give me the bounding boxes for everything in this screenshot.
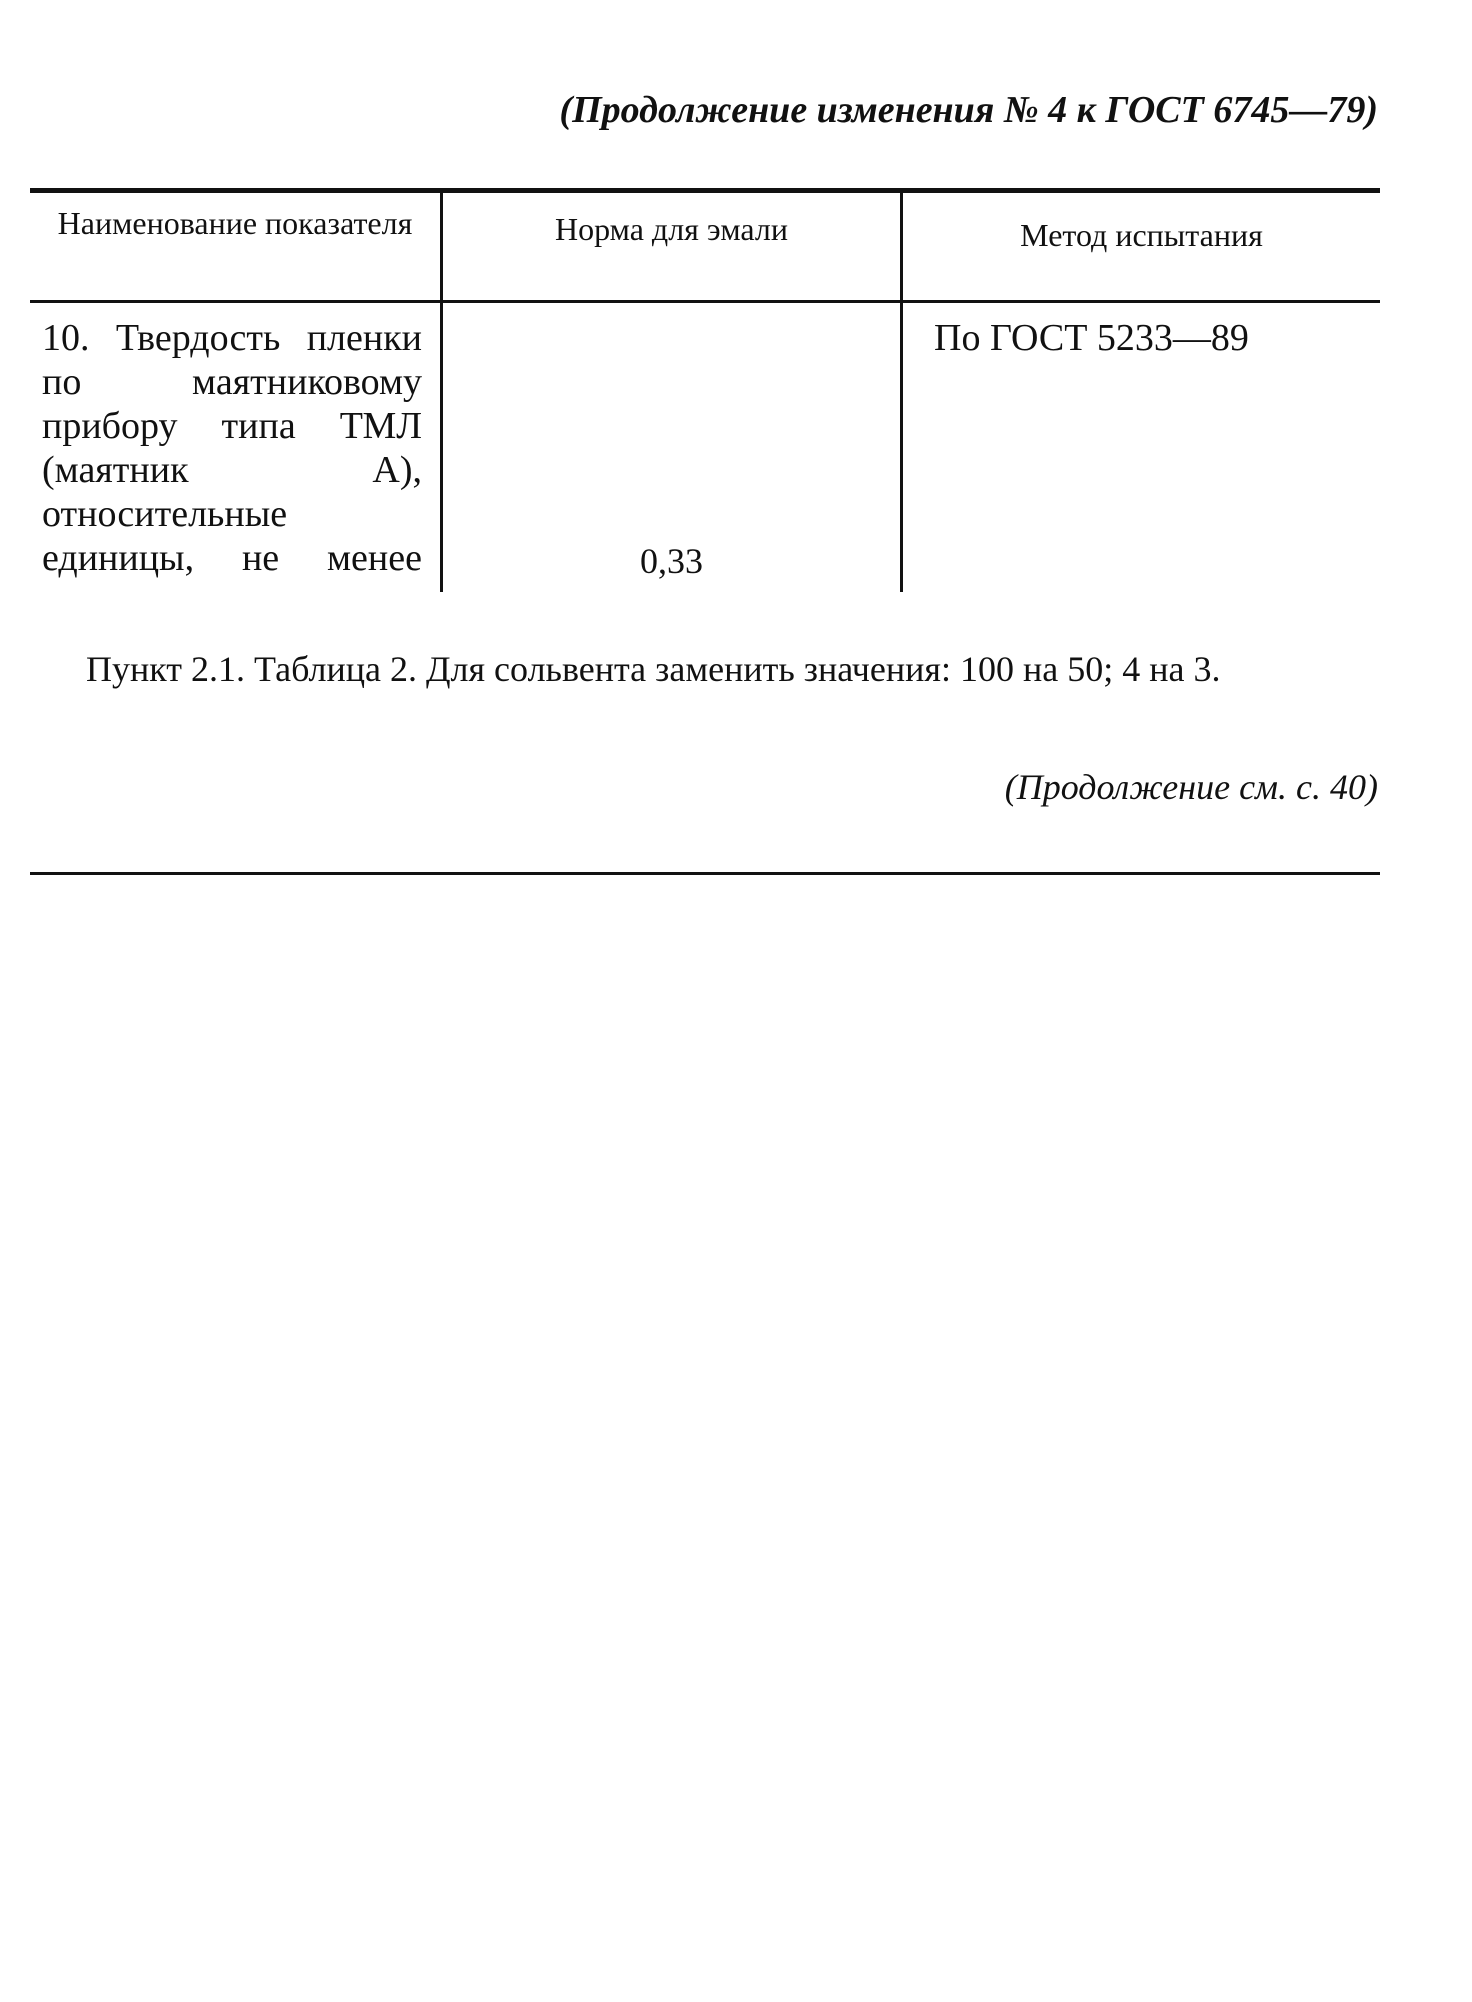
amendment-paragraph: Пункт 2.1. Таблица 2. Для сольвента заменить значения: 100 на 50; 4 на 3.: [86, 649, 1221, 689]
header-continuation-note: (Продолжение изменения № 4 к ГОСТ 6745—79): [559, 89, 1378, 131]
column-header-norm: Норма для эмали: [555, 211, 788, 247]
table-header-rule: [30, 300, 1380, 303]
table-cell-norm-value: 0,33: [640, 541, 703, 581]
table-top-rule: [30, 188, 1380, 193]
page-bottom-rule: [30, 872, 1380, 875]
table-column-divider-1: [440, 190, 443, 592]
table-cell-test-method: По ГОСТ 5233—89: [934, 317, 1249, 359]
table-cell-indicator-name: 10. Твердость пленки по маятниковому прибору типа ТМЛ (маятник А), относительные единицы, не менее: [42, 317, 422, 579]
column-header-method: Метод испытания: [1020, 217, 1263, 253]
footer-continuation-note: (Продолжение см. с. 40): [1004, 767, 1378, 807]
column-header-name: Наименование показателя: [57, 205, 413, 241]
